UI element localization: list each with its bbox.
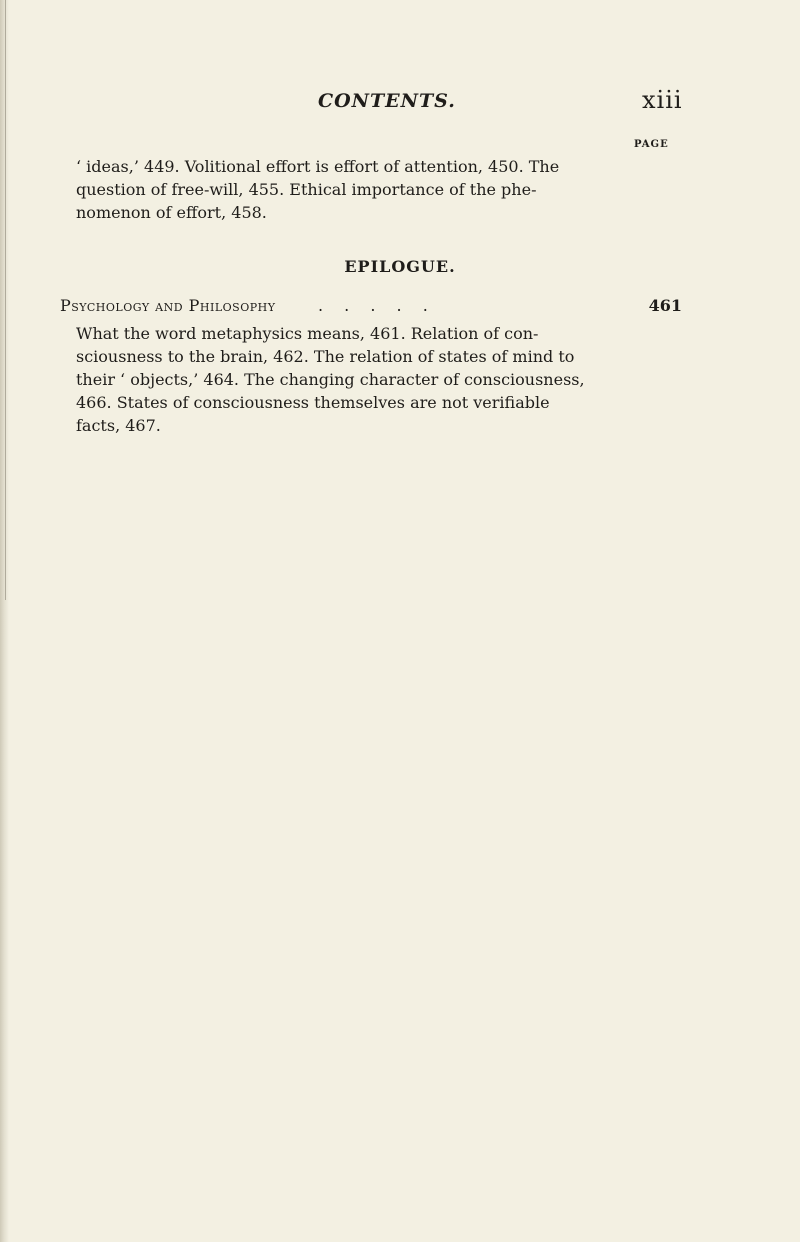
page-number: xiii [642, 86, 683, 114]
paragraph-line: nomenon of effort, 458. [76, 203, 267, 222]
paragraph-line: ‘ ideas,’ 449. Volitional effort is effort of attention, 450. The [76, 157, 560, 176]
page-binding-edge [0, 0, 9, 1242]
section-heading: EPILOGUE. [344, 257, 456, 276]
summary-line: facts, 467. [76, 416, 161, 435]
running-head [0, 86, 800, 120]
continued-paragraph [76, 155, 666, 224]
summary-line: What the word metaphysics means, 461. Relation of con- [76, 324, 539, 343]
paragraph-line: question of free-will, 455. Ethical importance of the phe- [76, 180, 537, 199]
entry-summary [76, 322, 666, 437]
entry-page-number: 461 [648, 296, 682, 315]
entry-title: Psychology and Philosophy [60, 296, 276, 315]
running-title: CONTENTS. [318, 90, 456, 112]
summary-line: their ‘ objects,’ 464. The changing character of consciousness, [76, 370, 585, 389]
page-column-label: PAGE [634, 139, 669, 150]
summary-line: sciousness to the brain, 462. The relation of states of mind to [76, 347, 575, 366]
dot-leader: . . . . . [318, 296, 436, 315]
contents-entry [60, 296, 682, 320]
summary-line: 466. States of consciousness themselves are not verifiable [76, 393, 550, 412]
